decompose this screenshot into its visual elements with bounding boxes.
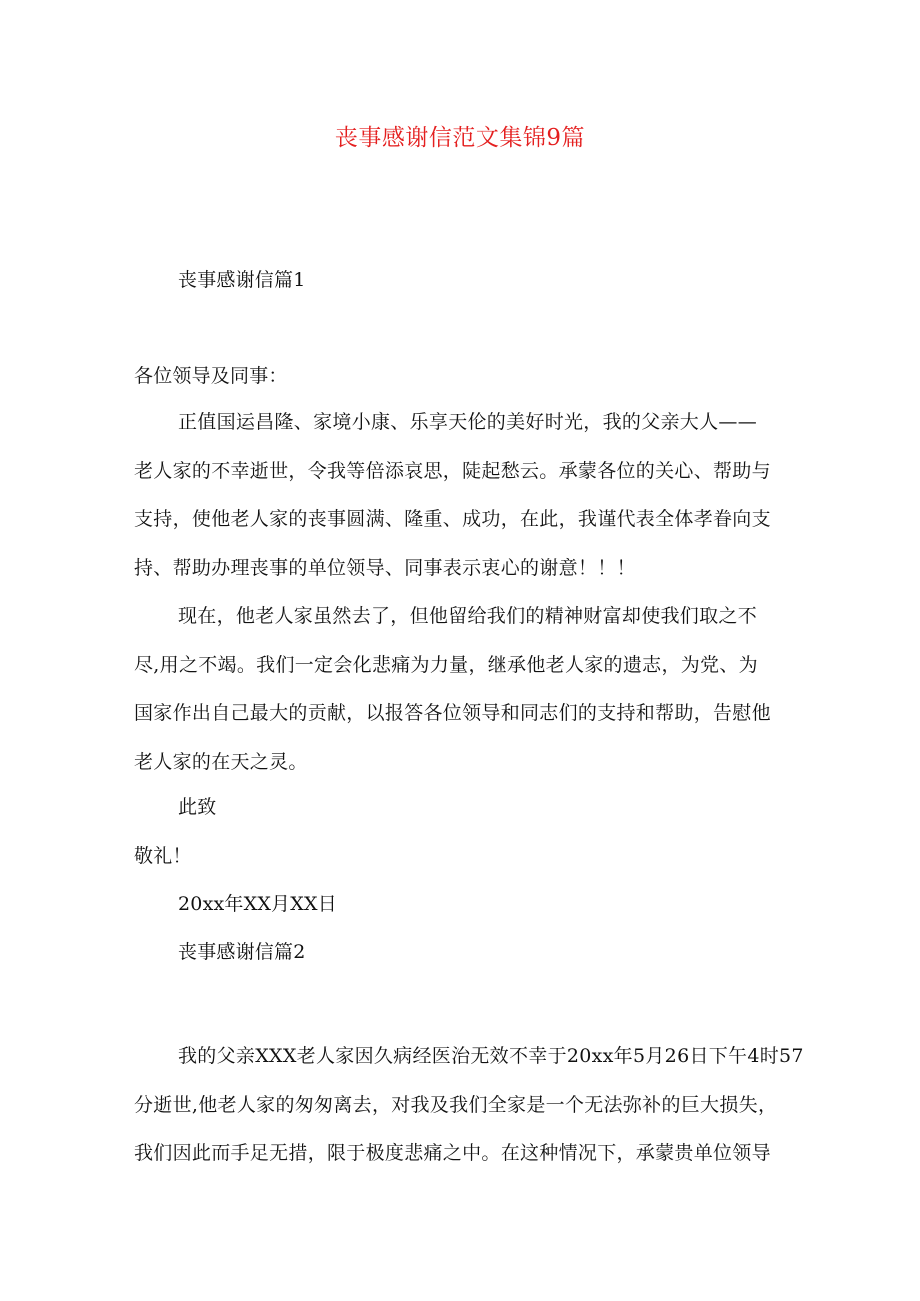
letter1-closing-line-2: 敬礼！ xyxy=(134,845,192,867)
letter2-paragraph-1 xyxy=(134,1032,804,1178)
paragraph-line: 我们因此而手足无措，限于极度悲痛之中。在这种情况下，承蒙贵单位领导 xyxy=(134,1142,771,1165)
paragraph-line: 我的父亲XXX老人家因久病经医治无效不幸于20xx年5月26日下午4时57 xyxy=(178,1045,804,1067)
paragraph-line: 老人家的在天之灵。 xyxy=(134,750,308,773)
paragraph-line: 国家作出自己最大的贡献，以报答各位领导和同志们的支持和帮助，告慰他 xyxy=(134,702,771,725)
letter1-closing-line-1: 此致 xyxy=(178,796,217,818)
paragraph-line: 正值国运昌隆、家境小康、乐享天伦的美好时光，我的父亲大人—— xyxy=(178,411,758,433)
letter1-paragraph-2 xyxy=(134,592,798,786)
paragraph-line: 持、帮助办理丧事的单位领导、同事表示衷心的谢意！！！ xyxy=(134,556,636,579)
letter1-date: 20xx年XX月XX日 xyxy=(178,893,337,915)
letter1-paragraph-1 xyxy=(134,398,798,592)
document-title: 丧事感谢信范文集锦9篇 xyxy=(334,125,586,151)
paragraph-line: 现在，他老人家虽然去了，但他留给我们的精神财富却使我们取之不 xyxy=(178,605,758,627)
paragraph-line: 支持，使他老人家的丧事圆满、隆重、成功，在此，我谨代表全体孝眷向支 xyxy=(134,508,771,531)
paragraph-line: 分逝世,他老人家的匆匆离去，对我及我们全家是一个无法弥补的巨大损失， xyxy=(134,1093,778,1116)
letter1-heading: 丧事感谢信篇1 xyxy=(178,269,306,291)
letter1-salutation: 各位领导及同事： xyxy=(134,365,288,387)
paragraph-line: 尽,用之不竭。我们一定会化悲痛为力量，继承他老人家的遗志，为党、为 xyxy=(134,653,758,676)
paragraph-line: 老人家的不幸逝世，令我等倍添哀思，陡起愁云。承蒙各位的关心、帮助与 xyxy=(134,459,771,482)
letter2-heading: 丧事感谢信篇2 xyxy=(178,941,306,963)
